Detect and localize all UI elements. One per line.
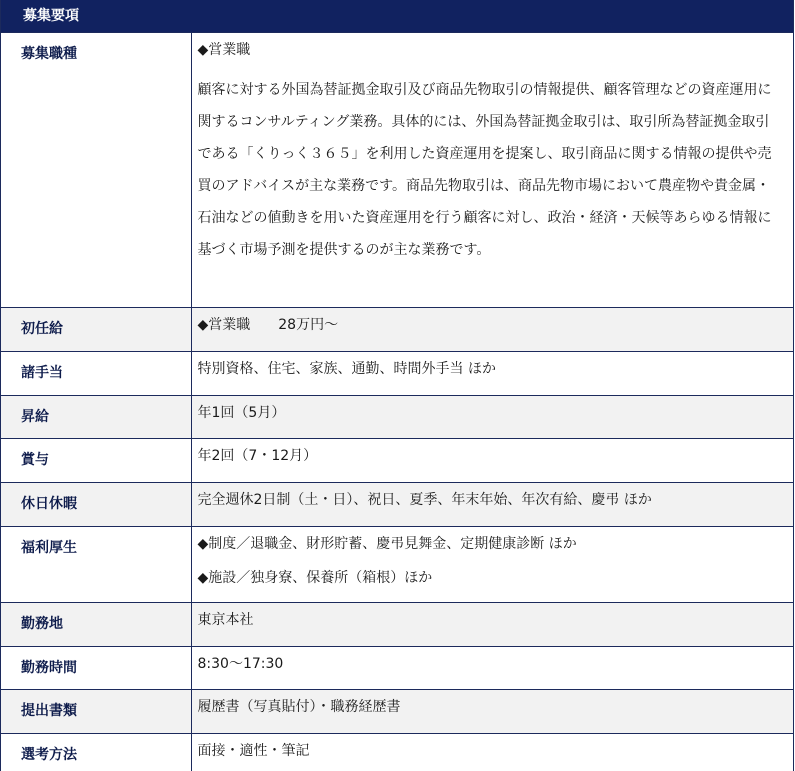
row-value: [191, 33, 793, 307]
table-row: [1, 395, 793, 438]
section-title: 募集要項: [1, 0, 793, 33]
table-row: [1, 602, 793, 646]
table-row: [1, 526, 793, 602]
value-line: 東京本社: [197, 611, 254, 628]
value-line: 特別資格、住宅、家族、通勤、時間外手当 ほか: [197, 360, 496, 377]
value-line: 8:30〜17:30: [197, 655, 284, 672]
row-label: 勤務時間: [1, 646, 191, 689]
table-row: [1, 689, 793, 733]
job-description: 顧客に対する外国為替証拠金取引及び商品先物取引の情報提供、顧客管理などの資産運用に関するコンサルティング業務。具体的には、外国為替証拠金取引は、取引所為替証拠金取引である「くりっく３６５」を利用した資産運用を提案し、取引商品に関する情報の提供や売買のアドバイスが主な業務です。商品先物取引は、商品先物市場において農産物や貴金属・石油などの値動きを用いた資産運用を行う顧客に対し、政治・経済・天候等あらゆる情報に基づく市場予測を提供するのが主な業務です。: [197, 82, 772, 258]
row-label: 選考方法: [1, 733, 191, 771]
row-value: [191, 689, 793, 733]
row-value: [191, 646, 793, 689]
row-value: [191, 526, 793, 602]
table-row: [1, 33, 793, 307]
row-label: 募集職種: [1, 33, 191, 307]
value-line: 履歴書（写真貼付）・職務経歴書: [197, 698, 401, 715]
table-row: [1, 482, 793, 526]
table-row: [1, 646, 793, 689]
value-line: 年2回（7・12月）: [197, 447, 318, 464]
row-label: 福利厚生: [1, 526, 191, 602]
row-value: [191, 482, 793, 526]
row-value: [191, 351, 793, 395]
value-line: ◆営業職: [197, 42, 251, 58]
row-label: 勤務地: [1, 602, 191, 646]
value-line: ◆営業職 28万円〜: [197, 316, 339, 333]
row-value: [191, 438, 793, 482]
value-line: 年1回（5月）: [197, 404, 286, 421]
row-label: 休日休暇: [1, 482, 191, 526]
row-label: 初任給: [1, 307, 191, 351]
table-row: [1, 351, 793, 395]
row-label: 諸手当: [1, 351, 191, 395]
row-value: [191, 395, 793, 438]
row-value: [191, 602, 793, 646]
table-row: [1, 307, 793, 351]
row-value: [191, 733, 793, 771]
table-row: [1, 438, 793, 482]
value-line: ◆制度／退職金、財形貯蓄、慶弔見舞金、定期健康診断 ほか: [197, 535, 577, 552]
value-line: 面接・適性・筆記: [197, 742, 310, 759]
row-label: 提出書類: [1, 689, 191, 733]
value-line: 完全週休2日制（土・日）、祝日、夏季、年末年始、年次有給、慶弔 ほか: [197, 491, 652, 508]
row-label: 賞与: [1, 438, 191, 482]
table-row: [1, 733, 793, 771]
value-line: ◆施設／独身寮、保養所（箱根）ほか: [197, 569, 433, 586]
row-value: [191, 307, 793, 351]
row-label: 昇給: [1, 395, 191, 438]
requirements-table: [1, 33, 793, 771]
